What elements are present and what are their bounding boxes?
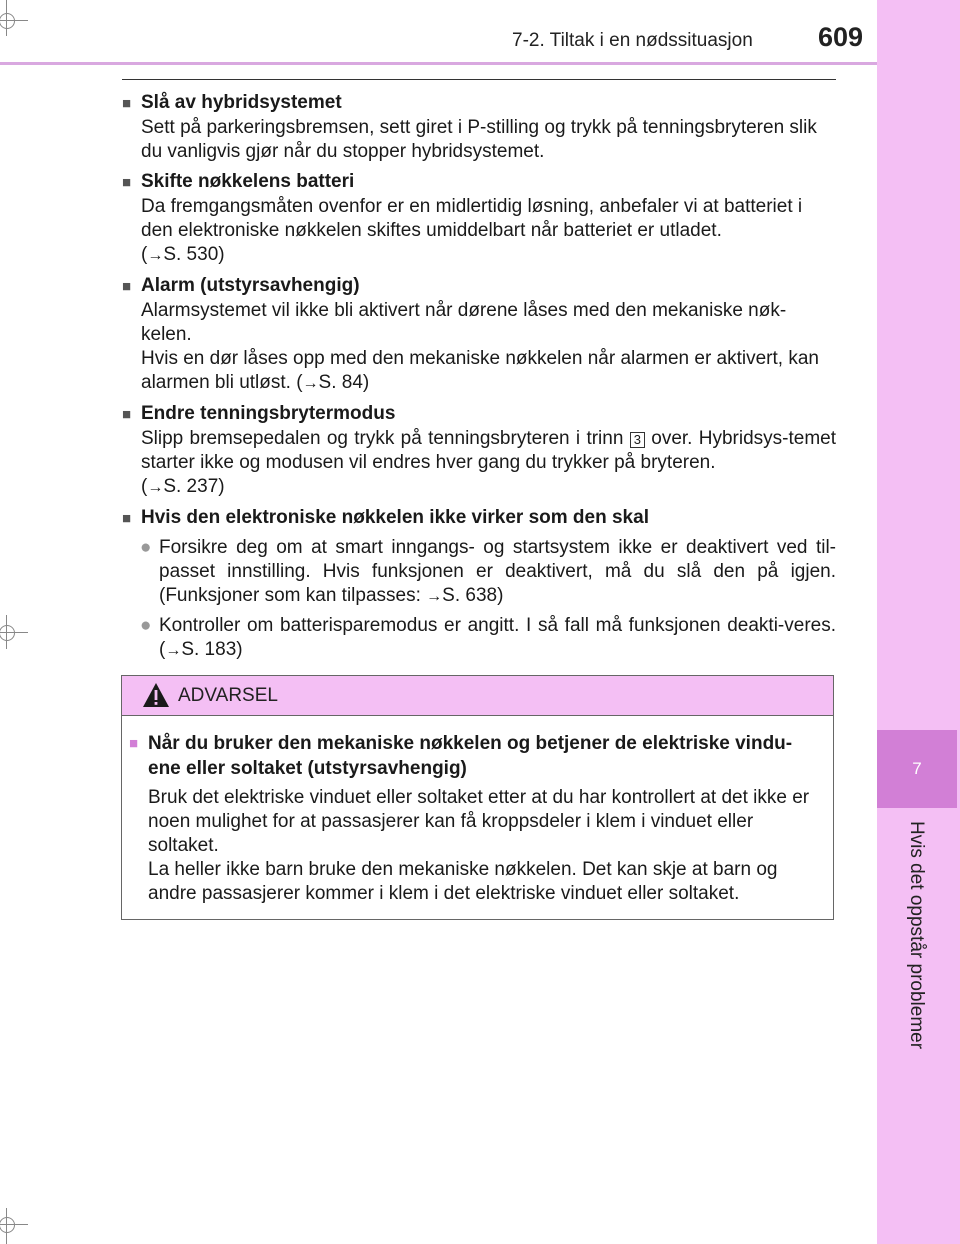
chapter-number-box[interactable] [877, 730, 957, 808]
header-divider [0, 62, 877, 65]
chapter-title: Hvis det oppstår problemer [906, 820, 927, 1050]
circle-bullet-icon: ● [140, 615, 152, 636]
square-bullet-icon: ■ [122, 406, 132, 423]
step-number-box: 3 [630, 432, 645, 448]
warning-text: La heller ikke barn bruke den mekaniske nøkkelen. Det kan skje at barn og andre passasjerer kommer i klem i det elektriske vinduet eller soltaket. [148, 859, 778, 904]
arrow-right-icon: → [165, 642, 182, 659]
page-reference[interactable]: (→S. 530) [141, 244, 225, 265]
page-reference[interactable]: (→S. 237) [141, 476, 225, 497]
side-tab [877, 0, 960, 1244]
square-bullet-icon: ■ [122, 174, 132, 191]
section-hybrid-off [122, 90, 836, 164]
header-section: 7-2. Tiltak i en nødssituasjon [512, 30, 753, 51]
section-key-battery [122, 169, 836, 268]
section-title: Alarm (utstyrsavhengig) [141, 275, 360, 296]
page-reference[interactable]: S. 84 [318, 372, 363, 393]
section-title: Endre tenningsbrytermodus [141, 403, 396, 424]
square-bullet-icon: ■ [129, 735, 139, 752]
section-title: Hvis den elektroniske nøkkelen ikke virker som den skal [141, 507, 649, 528]
page-reference[interactable]: S. 638 [442, 585, 498, 606]
section-body: Sett på parkeringsbremsen, sett giret i P-stilling og trykk på tenningsbryteren slik du vanligvis gjør når du stopper hybridsystemet. [141, 117, 817, 162]
section-body: Alarmsystemet vil ikke bli aktivert når dørene låses med den mekaniske nøk-kelen. [141, 300, 787, 345]
main-content [122, 90, 836, 668]
circle-bullet-icon: ● [140, 537, 152, 558]
content-divider [122, 79, 836, 80]
section-body: over. Hybridsys-temet starter ikke og modusen vil endres hver gang du trykker på bryteren. [141, 428, 837, 473]
warning-text: Bruk det elektriske vinduet eller soltaket etter at du har kontrollert at det ikke er noen mulighet for at passasjerer kan få kroppsdeler i klem i vinduet eller soltaket. [148, 787, 810, 856]
page-number: 609 [818, 22, 864, 52]
section-body: Slipp bremsepedalen og trykk på tenningsbryteren i trinn [141, 428, 624, 449]
section-title: Slå av hybridsystemet [141, 92, 342, 113]
arrow-right-icon: → [147, 479, 164, 496]
square-bullet-icon: ■ [122, 510, 132, 527]
section-ignition-mode [122, 401, 836, 500]
warning-body [122, 716, 833, 906]
section-body: Da fremgangsmåten ovenfor er en midlertidig løsning, anbefaler vi at batteriet i den elektroniske nøkkelen skiftes umiddelbart når batteriet er utladet. [141, 196, 803, 241]
square-bullet-icon: ■ [122, 278, 132, 295]
list-item: ● Kontroller om batterisparemodus er angitt. I så fall må funksjonen deakti-veres. (→S. 183) [140, 615, 836, 660]
warning-label: ADVARSEL [178, 685, 278, 706]
warning-title: Når du bruker den mekaniske nøkkelen og betjener de elektriske vindu-ene eller soltaket (utstyrsavhengig) [148, 733, 793, 779]
warning-box [121, 675, 834, 920]
list-item: ● Forsikre deg om at smart inngangs- og startsystem ikke er deaktivert ved til-passet innstilling. Hvis funksjonen er deaktivert, må du slå den på igjen. (Funksjoner som kan tilpasses: →S. 638) [140, 537, 836, 606]
arrow-right-icon: → [147, 247, 164, 264]
section-title: Skifte nøkkelens batteri [141, 171, 355, 192]
section-alarm: ■ Alarm (utstyrsavhengig) Alarmsystemet vil ikke bli aktivert når dørene låses med den mekaniske nøk-kelen. Hvis en dør låses opp med den mekaniske nøkkelen når alarmen er aktivert, kan alarmen bli utløst. (→S. 84) [122, 273, 836, 396]
chapter-number: 7 [912, 759, 922, 778]
arrow-right-icon: → [426, 588, 443, 605]
square-bullet-icon: ■ [122, 95, 132, 112]
section-key-not-working [122, 505, 836, 663]
warning-triangle-icon [142, 682, 170, 708]
arrow-right-icon: → [302, 375, 319, 392]
page-reference[interactable]: S. 183 [181, 639, 237, 660]
section-body: Hvis en dør låses opp med den mekaniske nøkkelen når alarmen er aktivert, kan alarmen bli utløst. ( [141, 348, 819, 393]
warning-header [122, 676, 833, 716]
